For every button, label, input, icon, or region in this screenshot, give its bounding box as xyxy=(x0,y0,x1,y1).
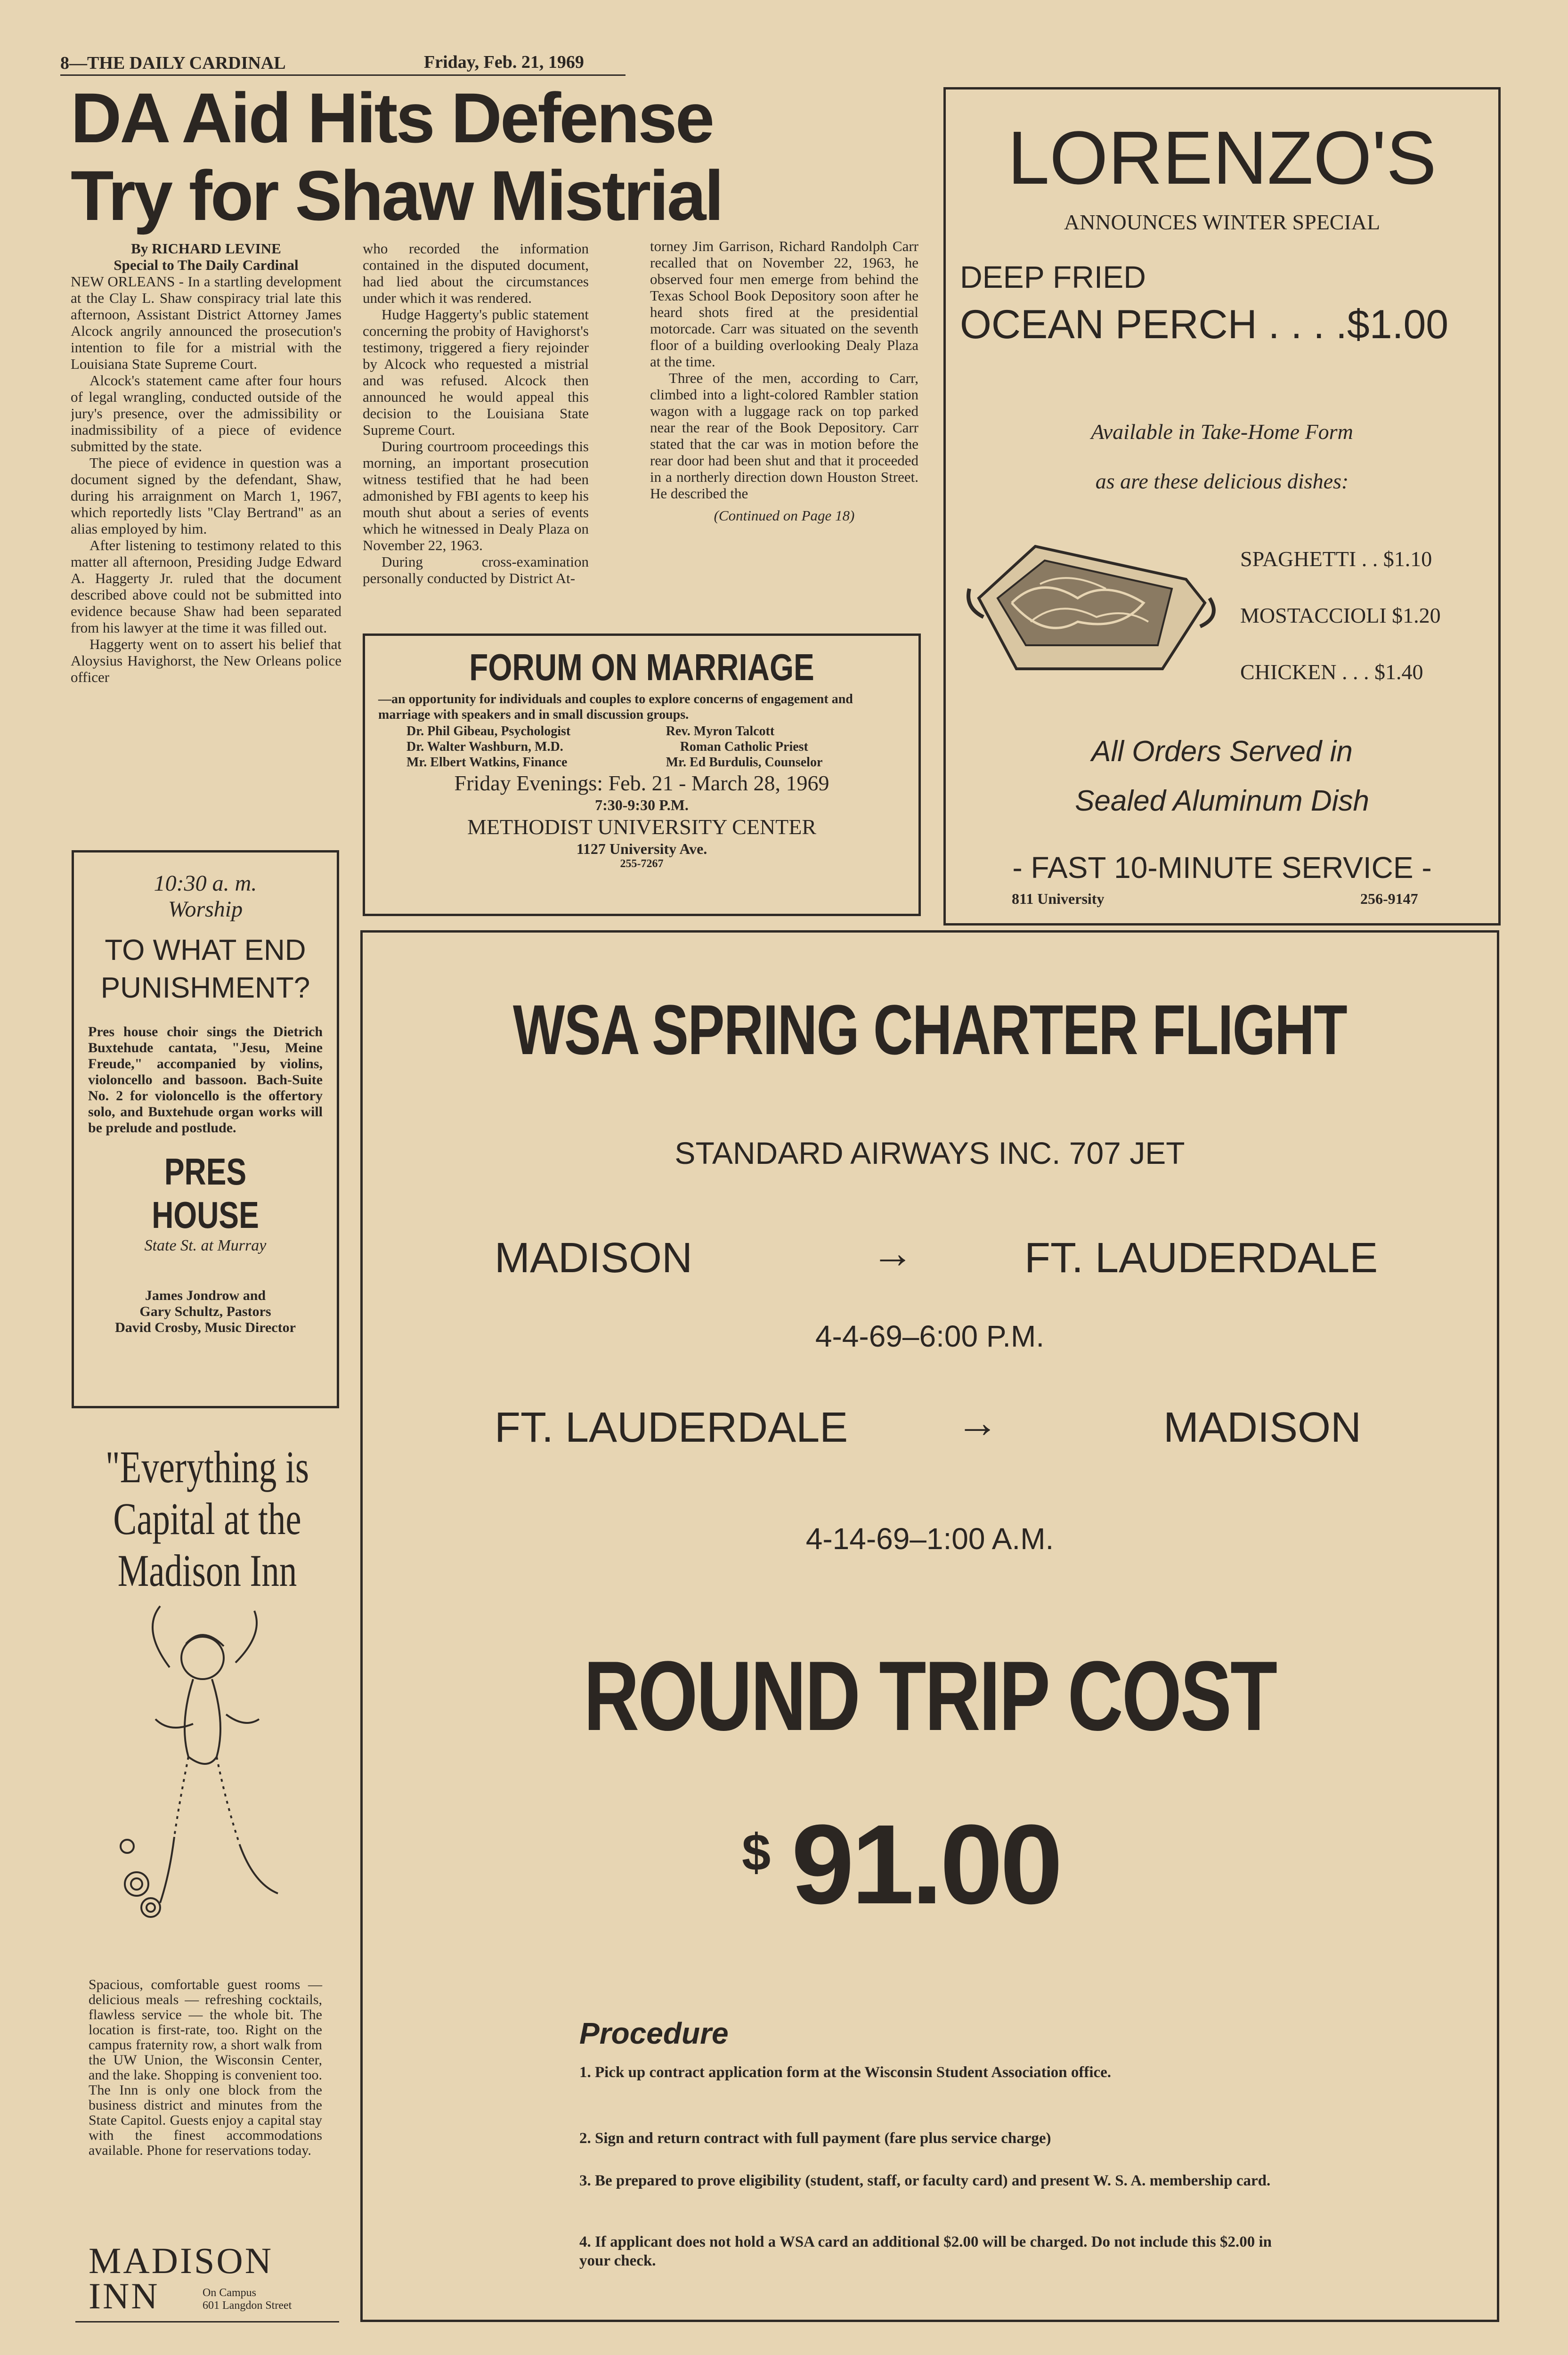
arrow-right-icon: → xyxy=(956,1399,999,1446)
madison-inn-logo-1: MADISON xyxy=(89,2240,274,2281)
wsa-step-4: 4. If applicant does not hold a WSA card an additional $2.00 will be charged. Do not include this $2.00 in your check. xyxy=(579,2233,1272,2269)
wsa-carrier: STANDARD AIRWAYS INC. 707 JET xyxy=(674,1136,1185,1170)
pres-house-ad xyxy=(72,850,339,1408)
lorenzos-special-1: DEEP FRIED xyxy=(960,260,1146,294)
lorenzos-dish-mostaccioli: MOSTACCIOLI $1.20 xyxy=(1240,603,1441,627)
headline-line-2: Try for Shaw Mistrial xyxy=(71,156,723,235)
forum-speaker: Dr. Phil Gibeau, Psychologist xyxy=(406,724,571,739)
forum-phone: 255-7267 xyxy=(620,858,664,870)
lorenzos-address: 811 University xyxy=(1012,890,1105,907)
article-paragraph: The piece of evidence in question was a document signed by the defendant, Shaw, during his arraignment on March 1, 1967, which reportedly lists "Clay Bertrand" as an alias employed by him. xyxy=(71,455,341,537)
madison-inn-campus: On Campus xyxy=(203,2287,256,2299)
article-paragraph: Three of the men, according to Carr, climbed into a light-colored Rambler station wagon with a luggage rack on top parked near the rear of the Book Depository. Carr stated that the car was in motion before the rear door had been shut and that it proceeded in a northerly direction down Houston Street. He described the xyxy=(650,370,918,502)
lorenzos-available-2: as are these delicious dishes: xyxy=(1095,469,1349,493)
wsa-step-3: 3. Be prepared to prove eligibility (student, staff, or faculty card) and present W. S. A. membership card. xyxy=(579,2172,1271,2189)
article-paragraph: who recorded the information contained in the disputed document, had lied about the circumstances under which it was rendered. xyxy=(363,240,589,306)
wsa-currency: $ xyxy=(742,1824,771,1882)
forum-ad xyxy=(363,633,921,916)
article-paragraph: Haggerty went on to assert his belief that Aloysius Havighorst, the New Orleans police officer xyxy=(71,636,341,685)
wsa-out-date: 4-4-69–6:00 P.M. xyxy=(815,1319,1045,1353)
pres-time: 10:30 a. m. xyxy=(154,871,257,896)
lorenzos-dish-spaghetti: SPAGHETTI . . $1.10 xyxy=(1240,547,1432,571)
wsa-price: 91.00 xyxy=(791,1801,1060,1927)
article-paragraph: During courtroom proceedings this morning, an important prosecution witness testified that he had been admonished by FBI agents to keep his mouth shut about a series of events which he witnessed in Dealy Plaza on November 22, 1963. xyxy=(363,438,589,553)
forum-time: 7:30-9:30 P.M. xyxy=(595,796,689,813)
pres-body: Pres house choir sings the Dietrich Buxtehude cantata, "Jesu, Meine Freude," accompanied by violins, violoncello and bassoon. Bach-Suite No. 2 for violoncello is the offertory solo, and Buxtehude organ works will be prelude and postlude. xyxy=(88,1024,323,1136)
lorenzos-orders-1: All Orders Served in xyxy=(1091,735,1353,768)
dancing-woman-illustration xyxy=(99,1601,297,1969)
madison-inn-logo-2: INN xyxy=(89,2275,160,2316)
article-paragraph: After listening to testimony related to this matter all afternoon, Presiding Judge Edward A. Haggerty Jr. ruled that the document described above could not be submitted into evidence because Shaw had been separated from his lawyer at the time it was filled out. xyxy=(71,537,341,636)
article-paragraph: Alcock's statement came after four hours of legal wrangling, conducted outside of the jury's presence, over the admissibility or inadmissibility of a piece of evidence submitted by the state. xyxy=(71,372,341,455)
forum-speaker: Rev. Myron Talcott xyxy=(666,724,775,739)
lorenzos-dish-chicken: CHICKEN . . . $1.40 xyxy=(1240,660,1423,684)
forum-dates: Friday Evenings: Feb. 21 - March 28, 1969 xyxy=(454,771,829,795)
forum-address: 1127 University Ave. xyxy=(576,840,707,857)
wsa-ret-date: 4-14-69–1:00 A.M. xyxy=(805,1522,1054,1556)
pres-name: PRES HOUSE xyxy=(152,1151,259,1236)
madison-inn-rule xyxy=(75,2321,339,2323)
wsa-out-from: MADISON xyxy=(495,1234,693,1282)
pres-worship: Worship xyxy=(168,897,243,922)
lorenzos-special-2: OCEAN PERCH . . . .$1.00 xyxy=(960,302,1449,347)
forum-description: —an opportunity for individuals and couples to explore concerns of engagement and marriage with speakers and in small discussion groups. xyxy=(378,692,853,722)
forum-speaker: Mr. Ed Burdulis, Counselor xyxy=(666,755,823,770)
forum-speaker: Roman Catholic Priest xyxy=(680,739,808,754)
lorenzos-ad xyxy=(943,87,1501,926)
lorenzos-orders-2: Sealed Aluminum Dish xyxy=(1075,785,1369,817)
page-label: 8—THE DAILY CARDINAL xyxy=(60,53,286,73)
lorenzos-announce: ANNOUNCES WINTER SPECIAL xyxy=(1064,210,1381,234)
masthead-rule xyxy=(60,74,626,76)
article-column-1 xyxy=(71,240,341,838)
article-paragraph: Hudge Haggerty's public statement concerning the probity of Havighorst's testimony, triggered a fiery rejoinder by Alcock who requested a mistrial and was refused. Alcock then announced he would appeal this decision to the Louisiana State Supreme Court. xyxy=(363,306,589,438)
lorenzos-phone: 256-9147 xyxy=(1360,890,1418,907)
lorenzos-available: Available in Take-Home Form xyxy=(1091,420,1353,444)
wsa-cost-label: ROUND TRIP COST xyxy=(584,1640,1276,1751)
forum-speaker: Mr. Elbert Watkins, Finance xyxy=(406,755,568,770)
pres-pastors-1: James Jondrow and xyxy=(145,1288,266,1303)
pres-pastors-2: Gary Schultz, Pastors xyxy=(139,1304,271,1319)
forum-venue: METHODIST UNIVERSITY CENTER xyxy=(467,815,817,839)
wsa-procedure-title: Procedure xyxy=(579,2016,729,2050)
madison-inn-address: 601 Langdon Street xyxy=(203,2299,292,2312)
madison-inn-body: Spacious, comfortable guest rooms — delicious meals — refreshing cocktails, flawless service — the whole bit. The location is first-rate, too. Right on the campus fraternity row, a short walk from the UW Union, the Wisconsin Center, and the lake. Shopping is convenient too. The Inn is only one block from the business district and minutes from the State Capitol. Guests enjoy a capital stay with the finest accommodations available. Phone for reservations today. xyxy=(89,1977,322,2158)
issue-date: Friday, Feb. 21, 1969 xyxy=(424,52,584,72)
madison-inn-headline: "Everything is Capital at the Madison Inn xyxy=(106,1442,309,1596)
byline-sub: Special to The Daily Cardinal xyxy=(114,257,299,273)
wsa-ret-to: MADISON xyxy=(1163,1404,1362,1451)
lorenzos-name: LORENZO'S xyxy=(1007,115,1437,200)
forum-speaker: Dr. Walter Washburn, M.D. xyxy=(406,739,563,754)
wsa-ad xyxy=(360,930,1499,2322)
pres-location: State St. at Murray xyxy=(144,1237,267,1254)
forum-title: FORUM ON MARRIAGE xyxy=(469,646,814,688)
article-column-2 xyxy=(363,240,589,631)
article-paragraph: torney Jim Garrison, Richard Randolph Carr recalled that on November 22, 1963, he observed four men emerge from behind the Texas School Book Depository soon after he heard shots fired at the presidential motorcade. Carr was situated on the seventh floor of a building overlooking Dealy Plaza at the time. xyxy=(650,238,918,370)
casserole-dish-icon xyxy=(965,528,1219,688)
byline: By RICHARD LEVINE xyxy=(131,240,281,257)
wsa-title: WSA SPRING CHARTER FLIGHT xyxy=(512,990,1347,1069)
continued-note: (Continued on Page 18) xyxy=(714,507,855,524)
wsa-ret-from: FT. LAUDERDALE xyxy=(495,1404,848,1451)
lorenzos-service: - FAST 10-MINUTE SERVICE - xyxy=(1012,851,1432,885)
wsa-step-2: 2. Sign and return contract with full payment (fare plus service charge) xyxy=(579,2130,1051,2147)
headline-line-1: DA Aid Hits Defense xyxy=(71,78,713,157)
wsa-step-1: 1. Pick up contract application form at the Wisconsin Student Association office. xyxy=(579,2064,1112,2081)
arrow-right-icon: → xyxy=(871,1230,914,1277)
pres-question: TO WHAT END PUNISHMENT? xyxy=(100,934,310,1004)
pres-music: David Crosby, Music Director xyxy=(115,1320,296,1335)
article-paragraph: During cross-examination personally conducted by District At- xyxy=(363,553,589,586)
article-paragraph: NEW ORLEANS - In a startling development at the Clay L. Shaw conspiracy trial late this afternoon, Assistant District Attorney James Alcock angrily announced the prosecution's intention to file for a mistrial with the Louisiana State Supreme Court. xyxy=(71,273,341,372)
article-column-3 xyxy=(650,238,918,629)
wsa-out-to: FT. LAUDERDALE xyxy=(1024,1234,1378,1282)
